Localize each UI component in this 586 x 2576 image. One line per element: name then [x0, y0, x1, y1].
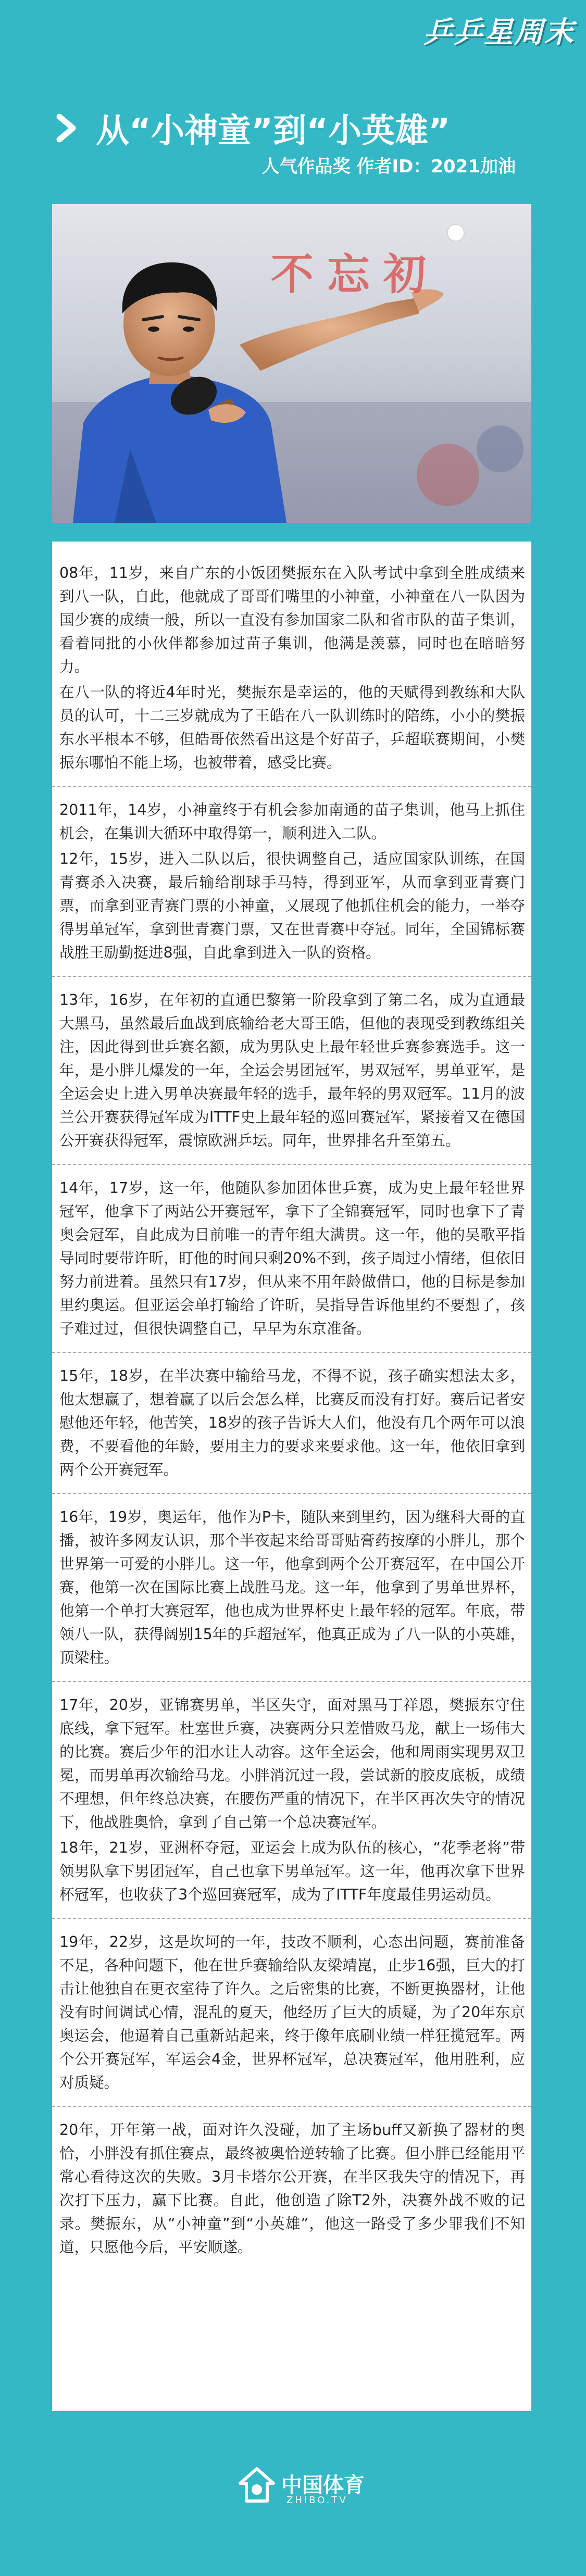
article-paragraph: 14年，17岁，这一年，他随队参加团体世乒赛，成为史上最年轻世界冠军，他拿下了两站公开赛冠军，拿下了全锦赛冠军，同时也拿下了青奥会冠军，自此成为目前唯一的青年组大满贯。这一年，他的吴歌平指导同时要带许昕，盯他的时间只剩20%不到，孩子周过小情绪，但依旧努力前进着。虽然只有17岁，但从来不用年龄做借口，他的目标是参加里约奥运。但亚运会单打输给了许昕，吴指导告诉他里约不要想了，孩子难过过，但很快调整自己，早早为东京准备。 — [59, 1179, 525, 1337]
section-divider — [52, 2106, 531, 2107]
footer-logo — [0, 2466, 586, 2512]
article-panel — [52, 542, 531, 2411]
footer-logo-en: ZHIBO.TV — [286, 2495, 348, 2506]
article-paragraph: 2011年，14岁，小神童终于有机会参加南通的苗子集训，他马上抓住机会，在集训大循环中取得第一，顺利进入二队。 — [59, 801, 525, 842]
article-paragraph: 在八一队的将近4年时光，樊振东是幸运的，他的天赋得到教练和大队员的认可，十二三岁就成为了王皓在八一队训练时的陪练，小小的樊振东水平根本不够，但皓哥依然看出这是个好苗子，乒超联赛期间，小樊振东哪怕不能上场，也被带着，感受比赛。 — [59, 684, 525, 771]
article-paragraph: 17年，20岁，亚锦赛男单，半区失守，面对黑马丁祥恩，樊振东守住底线，拿下冠军。杜塞世乒赛，决赛两分只差惜败马龙，献上一场伟大的比赛。赛后少年的泪水让人动容。这年全运会，他和周雨实现男双卫冕，而男单再次输给马龙。小胖消沉过一段，尝试新的胶皮底板，成绩不理想，但年终总决赛，在腰伤严重的情况下，在半区再次失守的情况下，他战胜奥恰，拿到了自己第一个总决赛冠军。 — [59, 1697, 525, 1831]
section-divider — [52, 1918, 531, 1919]
section-divider — [52, 1493, 531, 1494]
photo-banner-text: 不忘初 — [271, 250, 440, 299]
brand-logo: 乒乒星周末 — [423, 16, 575, 49]
article-byline: 人气作品奖 作者ID：2021加油 — [261, 156, 516, 177]
article-paragraph: 20年，开年第一战，面对许久没碰，加了主场buff又新换了器材的奥恰，小胖没有抓住赛点，最终被奥恰逆转输了比赛。但小胖已经能用平常心看待这次的失败。3月卡塔尔公开赛，在半区我失守的情况下，再次打下压力，赢下比赛。自此，他创造了除T2外，决赛外战不败的记录。樊振东，从“小神童”到“小英雄”，他这一路受了多少罪我们不知道，只愿他今后，平安顺遂。 — [59, 2121, 525, 2256]
article-paragraph: 16年，19岁，奥运年，他作为P卡，随队来到里约，因为继科大哥的直播，被许多网友认识，那个半夜起来给哥哥贴膏药按摩的小胖儿，那个世界第一可爱的小胖儿。这一年，他拿到两个公开赛冠军，在中国公开赛，他第一次在国际比赛上战胜马龙。这一年，他拿到了男单世界杯，他第一个单打大赛冠军，他也成为世界杯史上最年轻的冠军。年底，带领八一队，获得阔别15年的乒超冠军，他真正成为了八一队的小英雄，顶梁柱。 — [59, 1509, 525, 1666]
section-divider — [52, 976, 531, 977]
article-paragraph: 13年，16岁，在年初的直通巴黎第一阶段拿到了第二名，成为直通最大黑马，虽然最后血战到底输给老大哥王皓，但他的表现受到教练组关注，因此得到世乒赛名额，成为男队史上最年轻世乒赛参赛选手。这一年，是小胖儿爆发的一年，全运会男团冠军，男双冠军，男单亚军，是全运会史上进入男单决赛最年轻的选手，最年轻的男双冠军。11月的波兰公开赛获得冠军成为ITTF史上最年轻的巡回赛冠军，紧接着又在德国公开赛获得冠军，震惊欧洲乒坛。同年，世界排名升至第五。 — [59, 991, 525, 1149]
article-body — [52, 561, 531, 2261]
article-paragraph: 12年，15岁，进入二队以后，很快调整自己，适应国家队训练，在国青赛杀入决赛，最后输给削球手马特，得到亚军，从而拿到亚青赛门票，而拿到亚青赛门票的小神童，又展现了他抓住机会的能力，一举夺得男单冠军，拿到世青赛门票，又在世青赛中夺冠。同年，全国锦标赛战胜王励勤挺进8强，自此拿到进入一队的资格。 — [59, 850, 525, 961]
zhibo-logo-icon — [237, 2466, 277, 2505]
article-paragraph: 18年，21岁，亚洲杯夺冠，亚运会上成为队伍的核心，“花季老将”带领男队拿下男团冠军，自己也拿下男单冠军。这一年，他再次拿下世界杯冠军，也收获了3个巡回赛冠军，成为了ITTF年度最佳男运动员。 — [59, 1839, 525, 1903]
section-divider — [52, 1164, 531, 1165]
article-title: 从“小神童”到“小英雄” — [96, 112, 451, 150]
section-divider — [52, 1681, 531, 1682]
footer-logo-cn: 中国体育 — [281, 2473, 365, 2497]
article-paragraph: 19年，22岁，这是坎坷的一年，技改不顺利，心态出问题，赛前准备不足，各种问题下，他在世乒赛输给队友梁靖崑，止步16强，巨大的打击让他独自在更衣室待了许久。之后密集的比赛，不断更换器材，让他没有时间调试心情，混乱的夏天，他经历了巨大的质疑，为了20年东京奥运会，他逼着自己重新站起来，终于像年底刷业绩一样狂揽冠军。两个公开赛冠军，军运会4金，世界杯冠军，总决赛冠军，他用胜利，应对质疑。 — [59, 1933, 525, 2091]
chevron-right-icon — [52, 112, 83, 144]
hero-photo — [52, 204, 531, 523]
article-paragraph: 15年，18岁，在半决赛中输给马龙，不得不说，孩子确实想法太多，他太想赢了，想着赢了以后会怎么样，比赛反而没有打好。赛后记者安慰他还年轻，他苦笑，18岁的孩子告诉大人们，他没有几个两年可以浪费，不要看他的年龄，要用主力的要求来要求他。这一年，他依旧拿到两个公开赛冠军。 — [59, 1367, 525, 1478]
section-divider — [52, 1352, 531, 1353]
article-paragraph: 08年，11岁，来自广东的小饭团樊振东在入队考试中拿到全胜成绩来到八一队，自此，他就成了哥哥们嘴里的小神童，小神童在八一队因为国少赛的成绩一般，所以一直没有参加国家二队和省市队的苗子集训，看着同批的小伙伴都参加过苗子集训，他满是羡慕，同时也在暗暗努力。 — [59, 564, 525, 675]
section-divider — [52, 786, 531, 787]
